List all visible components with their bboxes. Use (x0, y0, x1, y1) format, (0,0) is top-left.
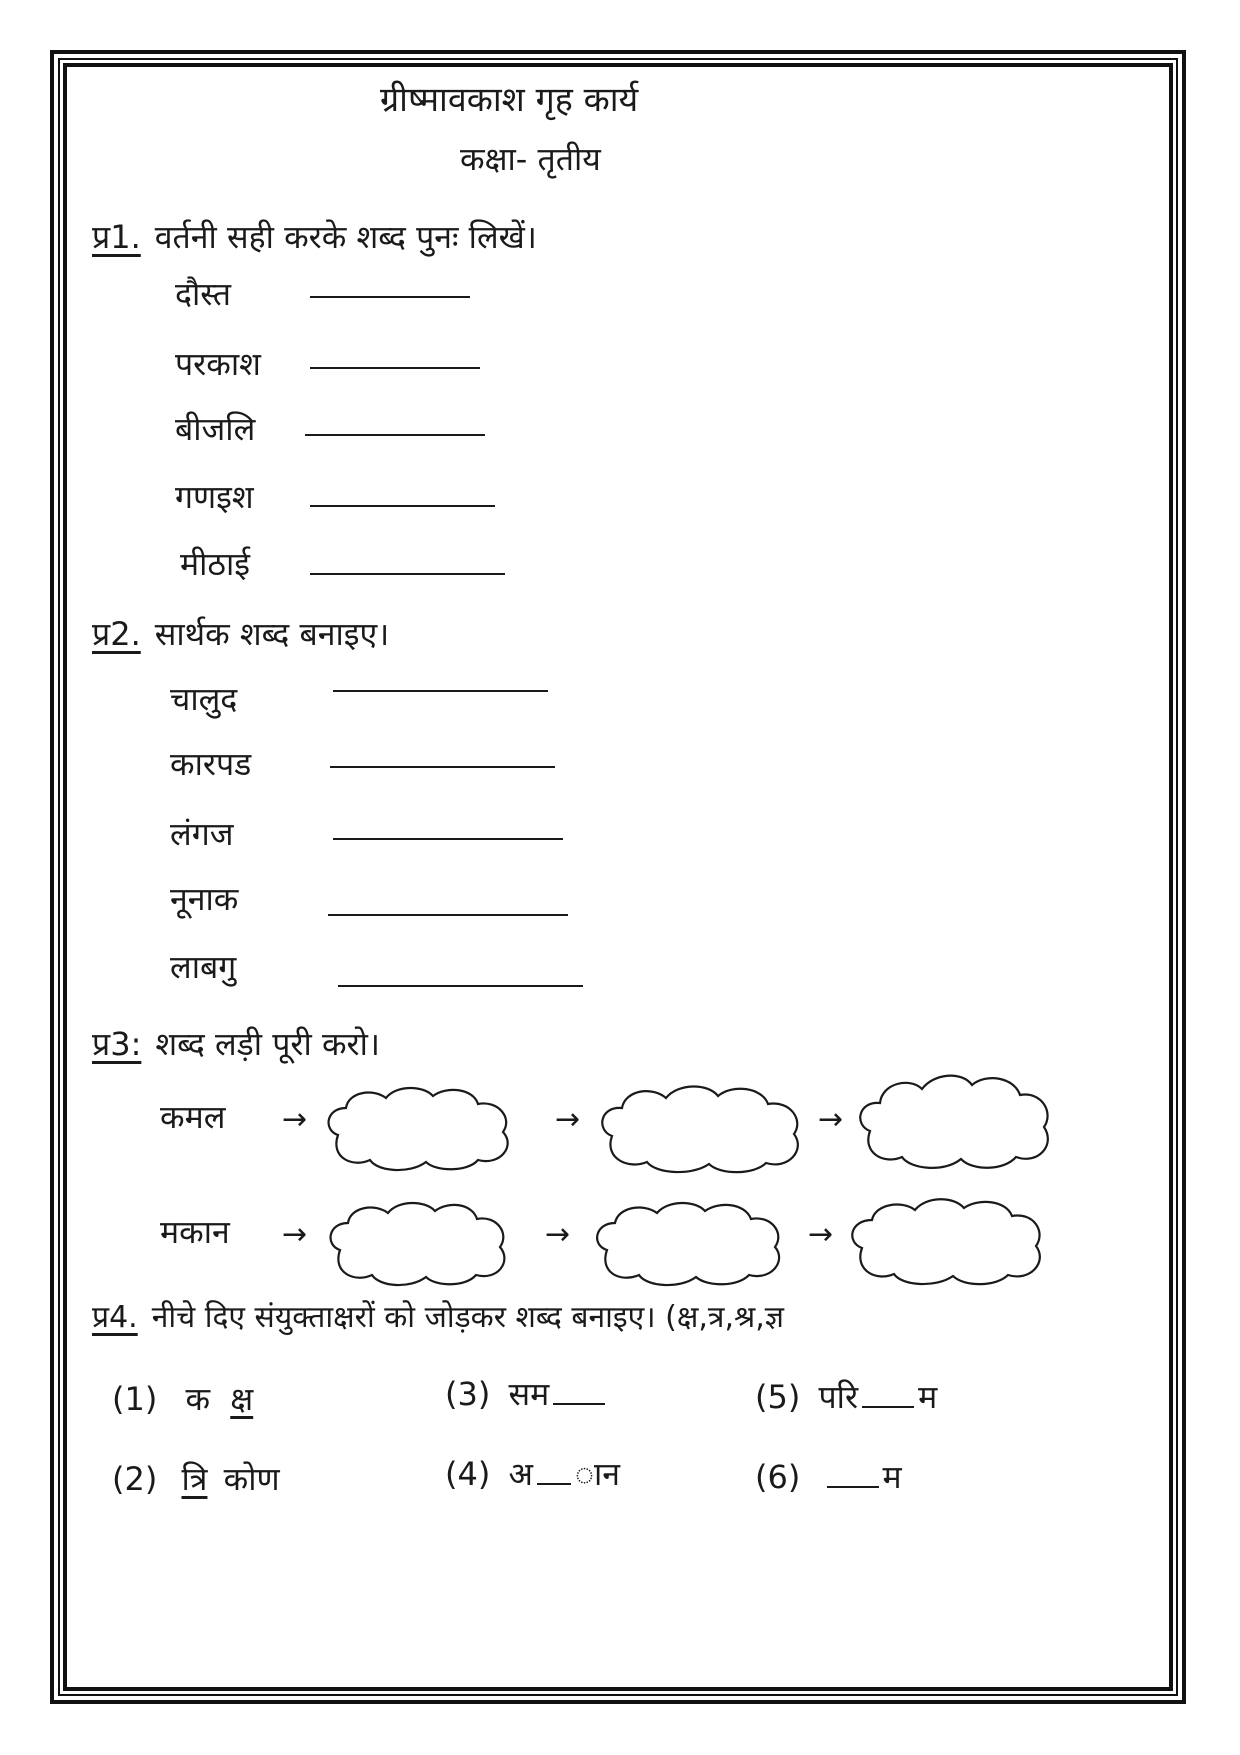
q2-word-2: कारपड (170, 745, 252, 783)
q1-word-4: गणइश (175, 478, 254, 516)
q2-answer-line-5[interactable] (338, 985, 583, 987)
q2-word-1: चालुद (170, 680, 238, 718)
q4-item-4 (445, 1455, 620, 1493)
q1-answer-line-4[interactable] (310, 505, 495, 507)
q3-number: प्र3: (92, 1025, 142, 1063)
q4-item-before: परि (818, 1378, 859, 1416)
arrow-icon: → (545, 1217, 571, 1252)
q2-answer-line-3[interactable] (333, 838, 563, 840)
q2-answer-line-4[interactable] (328, 914, 568, 916)
q4-item-blank[interactable] (827, 1460, 879, 1488)
cloud-blank-1-1[interactable] (318, 1080, 518, 1175)
q2-number: प्र2. (92, 615, 141, 653)
cloud-blank-1-3[interactable] (850, 1065, 1055, 1175)
q1-heading (92, 218, 537, 256)
arrow-icon: → (808, 1217, 834, 1252)
q4-number: प्र4. (92, 1300, 138, 1335)
q4-item-blank[interactable] (537, 1457, 571, 1485)
q4-item-number: (3) (445, 1375, 491, 1413)
q4-item-before: सम (508, 1375, 550, 1413)
cloud-blank-2-1[interactable] (320, 1195, 515, 1290)
q3-heading (92, 1025, 380, 1063)
q1-number: प्र1. (92, 218, 141, 256)
q4-item-before: अ (508, 1455, 533, 1493)
q2-instruction: सार्थक शब्द बनाइए। (154, 615, 390, 653)
q4-item-blank[interactable] (553, 1377, 605, 1405)
q1-answer-line-2[interactable] (310, 367, 480, 369)
q4-item-number: (1) (112, 1380, 158, 1418)
q1-answer-line-1[interactable] (310, 296, 470, 298)
q1-answer-line-5[interactable] (310, 573, 505, 575)
cloud-blank-1-2[interactable] (590, 1078, 810, 1178)
class-label: कक्षा- तृतीय (460, 140, 601, 178)
q4-item-after: कोण (223, 1460, 280, 1498)
q4-item-answer[interactable]: त्रि (181, 1460, 208, 1498)
cloud-blank-2-3[interactable] (840, 1190, 1050, 1290)
q2-answer-line-2[interactable] (330, 766, 555, 768)
q1-word-2: परकाश (175, 345, 261, 383)
q2-heading (92, 615, 389, 653)
q4-item-1 (112, 1380, 253, 1418)
arrow-icon: → (555, 1102, 581, 1137)
q4-item-number: (2) (112, 1460, 158, 1498)
q2-word-3: लंगज (170, 815, 234, 853)
q4-item-after: म (882, 1458, 902, 1496)
q3-start-word-2: मकान (160, 1213, 230, 1251)
arrow-icon: → (282, 1102, 308, 1137)
q4-item-answer[interactable]: क्ष (230, 1380, 254, 1418)
q4-item-blank[interactable] (862, 1380, 914, 1408)
q4-item-after: ान (574, 1455, 621, 1493)
q4-item-6 (755, 1458, 902, 1496)
q2-answer-line-1[interactable] (333, 690, 548, 692)
q4-item-number: (5) (755, 1378, 801, 1416)
q1-word-3: बीजलि (175, 410, 256, 448)
q1-word-1: दौस्त (175, 275, 231, 313)
q4-item-5 (755, 1378, 937, 1416)
arrow-icon: → (282, 1217, 308, 1252)
q4-item-before: क (185, 1380, 211, 1418)
q4-item-number: (6) (755, 1458, 801, 1496)
q2-word-5: लाबगु (170, 948, 237, 986)
q1-instruction: वर्तनी सही करके शब्द पुनः लिखें। (154, 218, 537, 256)
q4-item-number: (4) (445, 1455, 491, 1493)
cloud-blank-2-2[interactable] (585, 1195, 790, 1290)
q4-item-3 (445, 1375, 609, 1413)
arrow-icon: → (818, 1102, 844, 1137)
q4-heading (92, 1300, 784, 1336)
q1-answer-line-3[interactable] (305, 434, 485, 436)
q4-instruction: नीचे दिए संयुक्ताक्षरों को जोड़कर शब्द बनाइए। (क्ष,त्र,श्र,ज्ञ (151, 1300, 785, 1335)
q2-word-4: नूनाक (170, 880, 239, 918)
q3-start-word-1: कमल (160, 1098, 226, 1136)
q1-word-5: मीठाई (180, 545, 251, 583)
q4-item-2 (112, 1460, 280, 1498)
worksheet-title: ग्रीष्मावकाश गृह कार्य (380, 80, 639, 120)
q3-instruction: शब्द लड़ी पूरी करो। (155, 1025, 381, 1063)
q4-item-after: म (918, 1378, 938, 1416)
